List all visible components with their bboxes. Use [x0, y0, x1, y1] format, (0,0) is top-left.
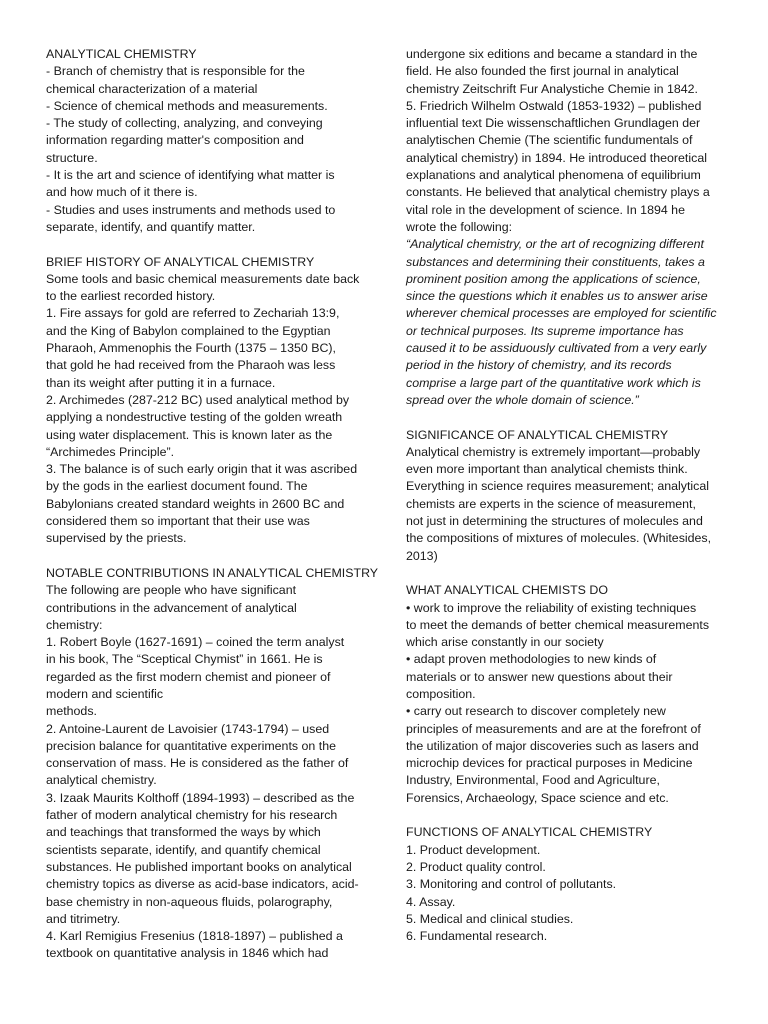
text-line: composition.: [406, 686, 476, 701]
text-line: “Archimedes Principle”.: [46, 444, 175, 459]
text-line: the compositions of mixtures of molecules. (Whitesides,: [406, 531, 712, 546]
quote-line: “Analytical chemistry, or the art of recognizing different: [406, 237, 704, 252]
text-line: modern and scientific: [46, 686, 164, 701]
text-line: separate, identify, and quantify matter.: [46, 219, 256, 234]
text-line: 2. Archimedes (287-212 BC) used analytical method by: [46, 392, 350, 407]
functions-list: [406, 842, 728, 946]
text-line: vital role in the development of science. In 1894 he: [406, 202, 685, 217]
text-line: Some tools and basic chemical measurements date back: [46, 271, 360, 286]
text-line: 1. Fire assays for gold are referred to Zechariah 13:9,: [46, 306, 340, 321]
left-column: [46, 46, 379, 963]
text-line: analytischen Chemie (The scientific fundumentals of: [406, 133, 693, 148]
text-line: substances. He published important books on analytical: [46, 859, 352, 874]
quote-line: since the questions which it enables us to answer arise: [406, 289, 708, 304]
text-line: information regarding matter's composition and: [46, 133, 304, 148]
section-heading-notable-contributions: NOTABLE CONTRIBUTIONS IN ANALYTICAL CHEMISTRY: [46, 565, 379, 580]
text-line: considered them so important that their use was: [46, 514, 310, 529]
text-line: influential text Die wissenschaftlichen Grundlagen der: [406, 116, 701, 131]
text-line: explanations and analytical phenomena of equilibrium: [406, 168, 701, 183]
text-line: father of modern analytical chemistry for his research: [46, 808, 338, 823]
contributions-lines: [46, 582, 366, 963]
text-line: base chemistry in non-aqueous fluids, polarography,: [46, 894, 333, 909]
quote-line: prominent position among the applications of science,: [406, 271, 701, 286]
list-item: 5. Medical and clinical studies.: [406, 911, 574, 926]
text-line: Everything in science requires measurement; analytical: [406, 479, 710, 494]
text-line: and how much of it there is.: [46, 185, 198, 200]
text-line: chemistry topics as diverse as acid-base indicators, acid-: [46, 877, 359, 892]
text-line: - It is the art and science of identifying what matter is: [46, 168, 335, 183]
quote-line: caused it to be assiduously cultivated from a very early: [406, 341, 707, 356]
text-line: that gold he had received from the Pharaoh was less: [46, 358, 336, 373]
text-line: chemical characterization of a material: [46, 81, 258, 96]
quote-line: wherever chemical processes are employed for scientific: [406, 306, 717, 321]
text-line: analytical chemistry.: [46, 773, 157, 788]
text-line: - Studies and uses instruments and methods used to: [46, 202, 336, 217]
text-line: to meet the demands of better chemical measurements: [406, 617, 710, 632]
quote-line: comprise a large part of the quantitative work which is: [406, 375, 701, 390]
text-line: 3. The balance is of such early origin that it was ascribed: [46, 462, 358, 477]
text-line: precision balance for quantitative experiments on the: [46, 738, 336, 753]
text-line: chemists are experts in the science of measurement,: [406, 496, 696, 511]
ostwald-quote: [406, 236, 728, 409]
text-line: than its weight after putting it in a furnace.: [46, 375, 276, 390]
text-line: in his book, The “Sceptical Chymist” in 1661. He is: [46, 652, 323, 667]
text-line: undergone six editions and became a standard in the: [406, 47, 698, 61]
text-line: 1. Robert Boyle (1627-1691) – coined the term analyst: [46, 635, 345, 650]
text-line: - Branch of chemistry that is responsible for the: [46, 64, 305, 79]
text-line: even more important than analytical chemists think.: [406, 462, 688, 477]
section-heading-brief-history: BRIEF HISTORY OF ANALYTICAL CHEMISTRY: [46, 254, 315, 269]
definition-lines: [46, 63, 366, 236]
text-line: not just in determining the structures of molecules and: [406, 514, 703, 529]
list-item: 1. Product development.: [406, 842, 541, 857]
text-line: and titrimetry.: [46, 911, 121, 926]
list-item: 2. Product quality control.: [406, 859, 546, 874]
continuation-lines: [406, 46, 728, 236]
text-line: methods.: [46, 704, 97, 719]
text-line: chemistry:: [46, 617, 103, 632]
paragraph-gap: [406, 565, 728, 582]
text-line: structure.: [46, 150, 98, 165]
text-line: • carry out research to discover completely new: [406, 704, 666, 719]
text-line: which arise constantly in our society: [406, 635, 604, 650]
section-heading-what-chemists-do: WHAT ANALYTICAL CHEMISTS DO: [406, 583, 608, 598]
text-line: textbook on quantitative analysis in 1846 which had: [46, 946, 329, 961]
text-line: Babylonians created standard weights in 2600 BC and: [46, 496, 345, 511]
section-heading-functions: FUNCTIONS OF ANALYTICAL CHEMISTRY: [406, 825, 653, 840]
text-line: The following are people who have significant: [46, 583, 297, 598]
text-line: field. He also founded the first journal in analytical: [406, 64, 679, 79]
text-line: by the gods in the earliest document found. The: [46, 479, 308, 494]
text-line: conservation of mass. He is considered as the father of: [46, 756, 349, 771]
history-lines: [46, 271, 366, 548]
text-line: • adapt proven methodologies to new kinds of: [406, 652, 657, 667]
text-line: - Science of chemical methods and measurements.: [46, 98, 328, 113]
text-line: - The study of collecting, analyzing, and conveying: [46, 116, 323, 131]
text-line: • work to improve the reliability of existing techniques: [406, 600, 697, 615]
text-line: materials or to answer new questions about their: [406, 669, 673, 684]
quote-line: or technical purposes. Its supreme importance has: [406, 323, 684, 338]
list-item: 4. Assay.: [406, 894, 456, 909]
text-line: scientists separate, identify, and quantify chemical: [46, 842, 321, 857]
text-line: Analytical chemistry is extremely important—probably: [406, 444, 701, 459]
quote-line: period in the history of chemistry, and its records: [406, 358, 672, 373]
text-line: principles of measurements and are at the forefront of: [406, 721, 701, 736]
text-line: to the earliest recorded history.: [46, 289, 216, 304]
list-item: 3. Monitoring and control of pollutants.: [406, 877, 617, 892]
text-line: 2. Antoine-Laurent de Lavoisier (1743-1794) – used: [46, 721, 330, 736]
text-line: Industry, Environmental, Food and Agriculture,: [406, 773, 660, 788]
paragraph-gap: [406, 409, 728, 426]
quote-line: substances and determining their constituents, takes a: [406, 254, 705, 269]
text-line: Forensics, Archaeology, Space science and etc.: [406, 790, 669, 805]
text-line: 2013): [406, 548, 438, 563]
text-line: and teachings that transformed the ways by which: [46, 825, 321, 840]
chemists-do-lines: [406, 600, 728, 808]
paragraph-gap: [406, 807, 728, 824]
text-line: wrote the following:: [406, 219, 513, 234]
paragraph-gap: [46, 236, 366, 253]
text-line: Pharaoh, Ammenophis the Fourth (1375 – 1350 BC),: [46, 341, 336, 356]
text-line: using water displacement. This is known later as the: [46, 427, 333, 442]
text-line: analytical chemistry) in 1894. He introduced theoretical: [406, 150, 707, 165]
significance-lines: [406, 444, 728, 565]
text-line: microchip devices for practical purposes in Medicine: [406, 756, 693, 771]
section-heading-analytical-chemistry: ANALYTICAL CHEMISTRY: [46, 47, 197, 61]
right-column: [406, 46, 728, 945]
text-line: constants. He believed that analytical chemistry plays a: [406, 185, 710, 200]
text-line: 5. Friedrich Wilhelm Ostwald (1853-1932) – published: [406, 98, 702, 113]
section-heading-significance: SIGNIFICANCE OF ANALYTICAL CHEMISTRY: [406, 427, 669, 442]
text-line: regarded as the first modern chemist and pioneer of: [46, 669, 331, 684]
paragraph-gap: [46, 548, 366, 565]
text-line: and the King of Babylon complained to the Egyptian: [46, 323, 331, 338]
text-line: supervised by the priests.: [46, 531, 187, 546]
text-line: 3. Izaak Maurits Kolthoff (1894-1993) – described as the: [46, 790, 355, 805]
text-line: chemistry Zeitschrift Fur Analystiche Chemie in 1842.: [406, 81, 698, 96]
text-line: 4. Karl Remigius Fresenius (1818-1897) – published a: [46, 929, 343, 944]
text-line: applying a nondestructive testing of the golden wreath: [46, 410, 343, 425]
text-line: the utilization of major discoveries such as lasers and: [406, 738, 699, 753]
list-item: 6. Fundamental research.: [406, 929, 548, 944]
text-line: contributions in the advancement of analytical: [46, 600, 297, 615]
quote-line: spread over the whole domain of science.”: [406, 392, 639, 407]
